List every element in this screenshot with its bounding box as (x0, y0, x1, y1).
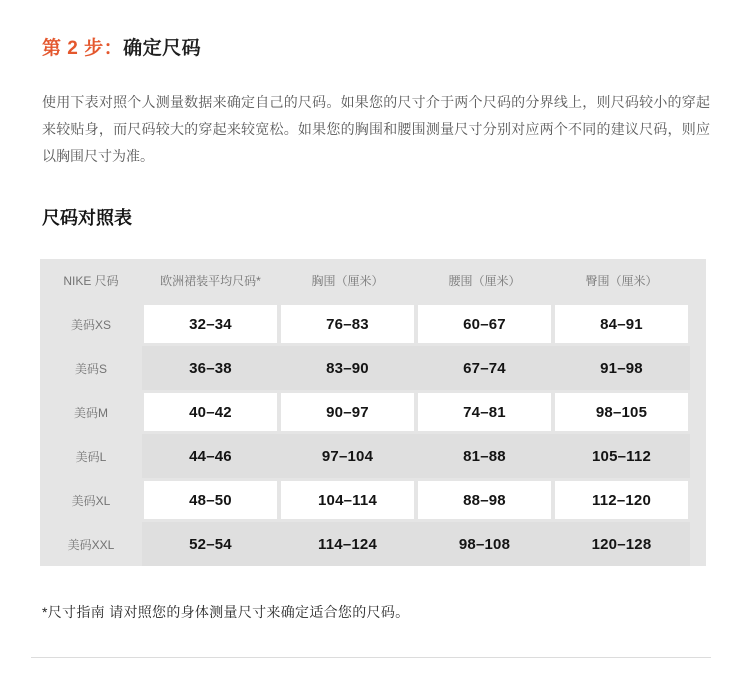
row-label-size: 美码XS (40, 302, 142, 346)
size-table-header-row (40, 259, 690, 302)
size-value-cell: 84–91 (553, 302, 690, 346)
size-value-cell: 112–120 (553, 478, 690, 522)
table-row (40, 302, 690, 346)
size-value-cell: 120–128 (553, 522, 690, 566)
size-value-cell: 88–98 (416, 478, 553, 522)
size-value-cell: 104–114 (279, 478, 416, 522)
size-value-cell: 90–97 (279, 390, 416, 434)
size-value-cell: 74–81 (416, 390, 553, 434)
size-chart-table (40, 259, 690, 566)
size-value-cell: 91–98 (553, 346, 690, 390)
size-value-cell: 40–42 (142, 390, 279, 434)
row-label-size: 美码M (40, 390, 142, 434)
row-label-size: 美码L (40, 434, 142, 478)
size-table-body (40, 302, 690, 566)
column-header: 腰围（厘米） (448, 274, 521, 288)
size-value-cell: 32–34 (142, 302, 279, 346)
size-chart-heading: 尺码对照表 (42, 208, 132, 228)
size-value-cell: 81–88 (416, 434, 553, 478)
column-header: 臀围（厘米） (585, 274, 658, 288)
row-label-size: 美码XXL (40, 522, 142, 566)
table-row (40, 522, 690, 566)
size-guide-footnote: *尺寸指南 请对照您的身体测量尺寸来确定适合您的尺码。 (42, 604, 410, 620)
size-value-cell: 98–105 (553, 390, 690, 434)
size-value-cell: 97–104 (279, 434, 416, 478)
size-chart-table-container (40, 259, 706, 566)
size-value-cell: 83–90 (279, 346, 416, 390)
size-value-cell: 98–108 (416, 522, 553, 566)
step-heading (42, 33, 710, 60)
table-row (40, 434, 690, 478)
table-row (40, 346, 690, 390)
column-header: 胸围（厘米） (311, 274, 384, 288)
column-header: 欧洲裙装平均尺码* (160, 274, 261, 288)
step-number-label: 第 2 步： (42, 38, 124, 59)
step-title-text: 确定尺码 (123, 38, 202, 59)
size-value-cell: 52–54 (142, 522, 279, 566)
size-value-cell: 105–112 (553, 434, 690, 478)
column-header-nike-size: NIKE 尺码 (63, 274, 119, 288)
bottom-divider (31, 657, 711, 658)
size-value-cell: 44–46 (142, 434, 279, 478)
size-value-cell: 76–83 (279, 302, 416, 346)
row-label-size: 美码XL (40, 478, 142, 522)
intro-paragraph: 使用下表对照个人测量数据来确定自己的尺码。如果您的尺寸介于两个尺码的分界线上，则尺码较小的穿起来较贴身，而尺码较大的穿起来较宽松。如果您的胸围和腰围测量尺寸分别对应两个不同的建议尺码，则应以胸围尺寸为准。 (42, 94, 710, 164)
row-label-size: 美码S (40, 346, 142, 390)
table-row (40, 390, 690, 434)
size-value-cell: 114–124 (279, 522, 416, 566)
size-value-cell: 36–38 (142, 346, 279, 390)
table-row (40, 478, 690, 522)
size-value-cell: 60–67 (416, 302, 553, 346)
size-value-cell: 67–74 (416, 346, 553, 390)
size-value-cell: 48–50 (142, 478, 279, 522)
